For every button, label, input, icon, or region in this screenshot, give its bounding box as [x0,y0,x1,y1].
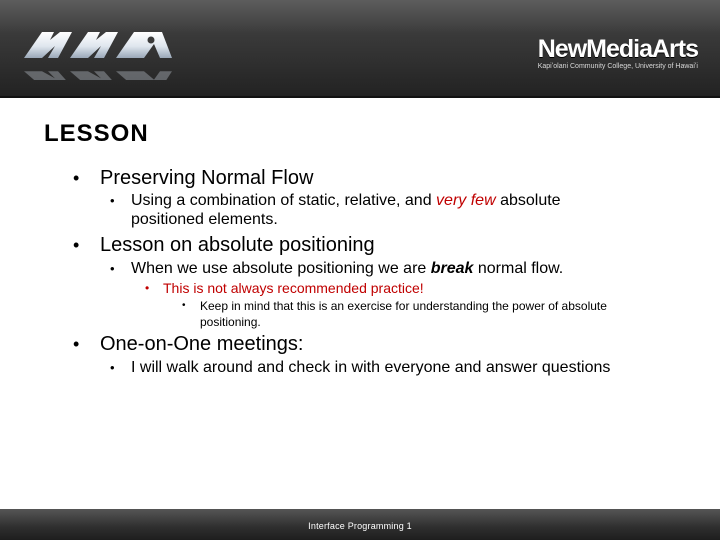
warning-not-recommended: This is not always recommended practice! [163,280,424,296]
bullet-marker: • [73,334,80,354]
sub-bullet-combination [131,192,561,210]
text-segment: absolute [495,192,561,209]
emphasis-break: break [430,260,474,277]
note-exercise-line2: positioning. [200,315,261,329]
brand-block [538,36,698,71]
bullet-marker: • [110,261,115,276]
footer-text: Interface Programming 1 [308,521,412,531]
bullet-preserving-flow: Preserving Normal Flow [100,167,314,189]
sub-bullet-combination-line2: positioned elements. [131,211,278,228]
bullet-marker: • [110,193,115,208]
sub-bullet-walk-around: I will walk around and check in with everyone and answer questions [131,359,611,376]
footer-bar [0,509,720,540]
text-segment: When we use absolute positioning we are [131,260,431,277]
slide-title: LESSON [44,120,149,147]
brand-subtitle: Kapiʻolani Community College, University of Hawaiʻi [537,63,698,70]
text-segment: normal flow. [473,260,564,277]
note-exercise: Keep in mind that this is an exercise for understanding the power of absolute [200,299,607,313]
bullet-absolute-positioning: Lesson on absolute positioning [100,234,375,256]
brand-name: NewMediaArts [537,35,698,63]
header-divider [0,96,720,98]
bullet-marker: • [145,281,150,295]
bullet-marker: • [182,300,186,311]
bullet-marker: • [110,360,115,375]
bullet-marker: • [73,168,80,188]
nma-logo-icon [22,30,178,80]
sub-bullet-break-flow [131,260,563,278]
header-banner [0,0,720,97]
emphasis-very-few: very few [436,192,496,209]
bullet-one-on-one: One-on-One meetings: [100,333,304,355]
bullet-marker: • [73,235,80,255]
text-segment: Using a combination of static, relative, and [131,192,437,209]
